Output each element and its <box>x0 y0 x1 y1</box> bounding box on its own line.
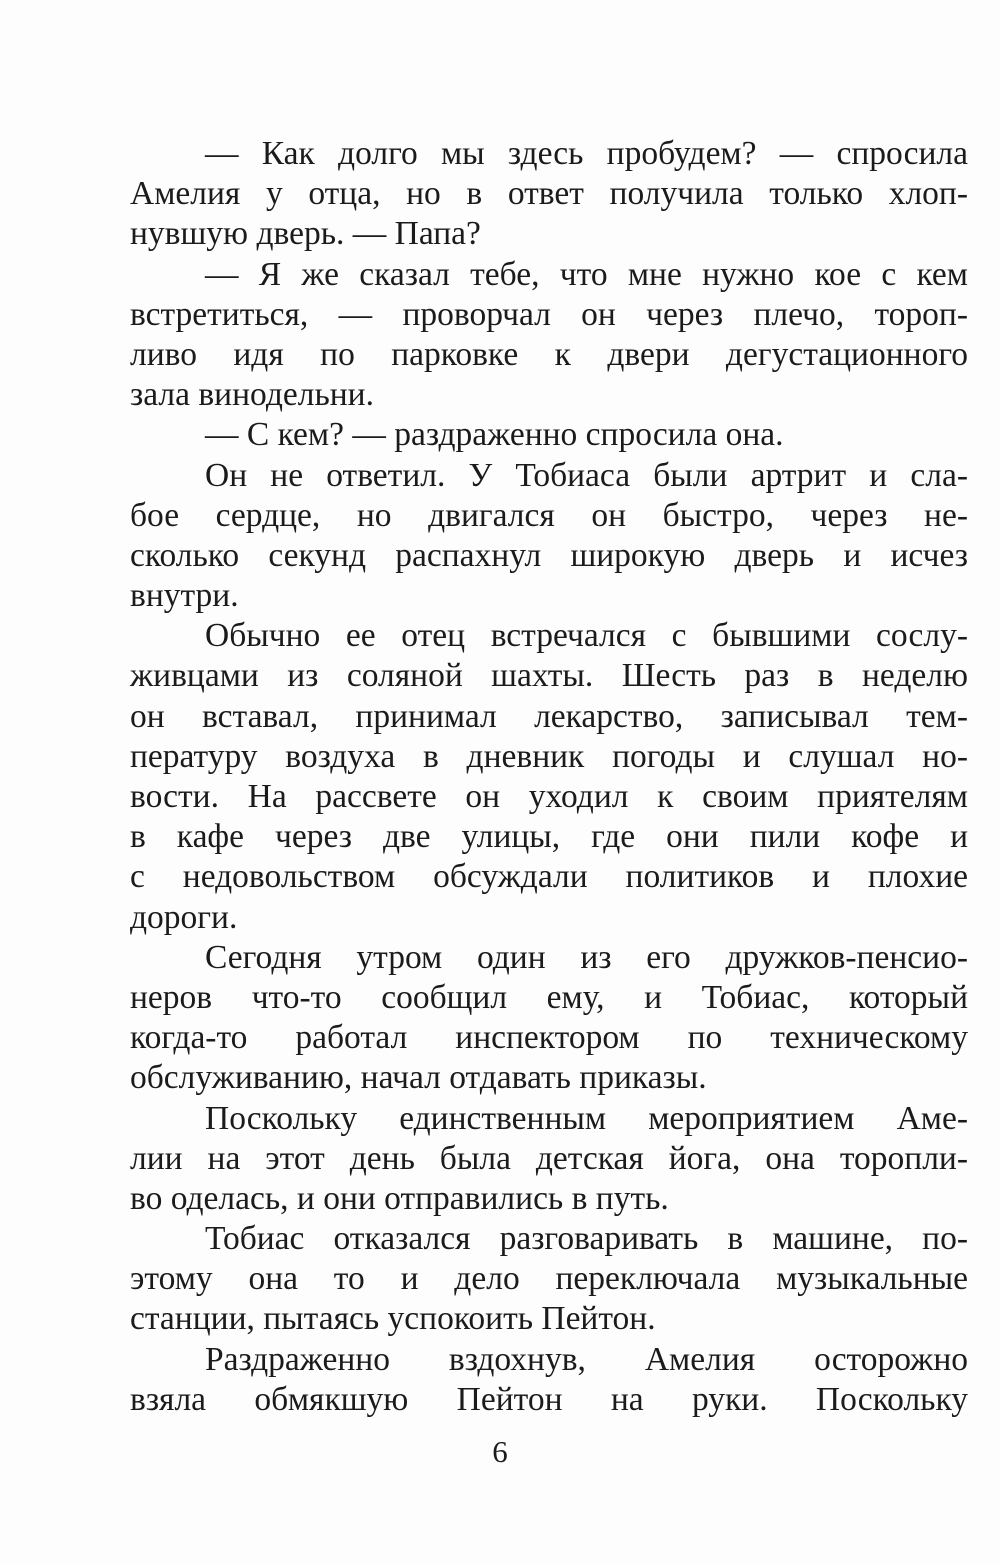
text-line: неров что-то сообщил ему, и Тобиас, который <box>130 978 968 1016</box>
text-line: зала винодельни. <box>130 376 374 414</box>
text-line: Обычно ее отец встречался с бывшими сослу- <box>205 617 968 655</box>
text-line: станции, пытаясь успокоить Пейтон. <box>130 1300 656 1338</box>
text-line: пературу воздуха в дневник погоды и слушал но- <box>130 737 968 775</box>
text-line: внутри. <box>130 577 239 615</box>
text-line: с недовольством обсуждали политиков и плохие <box>130 858 968 896</box>
page-number: 6 <box>492 1434 508 1469</box>
text-line: обслуживанию, начал отдавать приказы. <box>130 1059 707 1097</box>
text-line: взяла обмякшую Пейтон на руки. Поскольку <box>130 1380 968 1418</box>
text-line: Амелия у отца, но в ответ получила только хлоп- <box>130 175 968 213</box>
text-line: — Я же сказал тебе, что мне нужно кое с кем <box>205 255 968 293</box>
text-line: сколько секунд распахнул широкую дверь и исчез <box>130 536 968 574</box>
text-line: вости. На рассвете он уходил к своим приятелям <box>130 778 968 815</box>
text-line: Поскольку единственным мероприятием Аме- <box>205 1099 968 1137</box>
text-line: живцами из соляной шахты. Шесть раз в неделю <box>130 657 968 695</box>
text-line: нувшую дверь. — Папа? <box>130 215 481 253</box>
text-line: лии на этот день была детская йога, она торопли- <box>130 1139 968 1177</box>
text-line: бое сердце, но двигался он быстро, через не- <box>130 496 968 534</box>
text-line: — Как долго мы здесь пробудем? — спросила <box>205 135 968 172</box>
text-line: в кафе через две улицы, где они пили кофе и <box>130 818 968 856</box>
text-line: Раздраженно вздохнув, Амелия осторожно <box>205 1340 968 1378</box>
text-line: во оделась, и они отправились в путь. <box>130 1179 669 1217</box>
text-line: Он не ответил. У Тобиаса были артрит и сла- <box>205 456 968 494</box>
page-body-text <box>130 134 968 1420</box>
text-line: ливо идя по парковке к двери дегустационного <box>130 335 968 373</box>
text-line: Сегодня утром один из его дружков-пенсио- <box>205 938 968 976</box>
text-line: — С кем? — раздраженно спросила она. <box>205 416 784 454</box>
text-line: когда-то работал инспектором по техническому <box>130 1019 968 1057</box>
text-line: он вставал, принимал лекарство, записывал тем- <box>130 697 968 735</box>
text-line: дороги. <box>130 898 238 936</box>
text-line: Тобиас отказался разговаривать в машине, по- <box>205 1220 968 1258</box>
text-line: этому она то и дело переключала музыкальные <box>130 1260 968 1298</box>
text-line: встретиться, — проворчал он через плечо, тороп- <box>130 295 968 333</box>
